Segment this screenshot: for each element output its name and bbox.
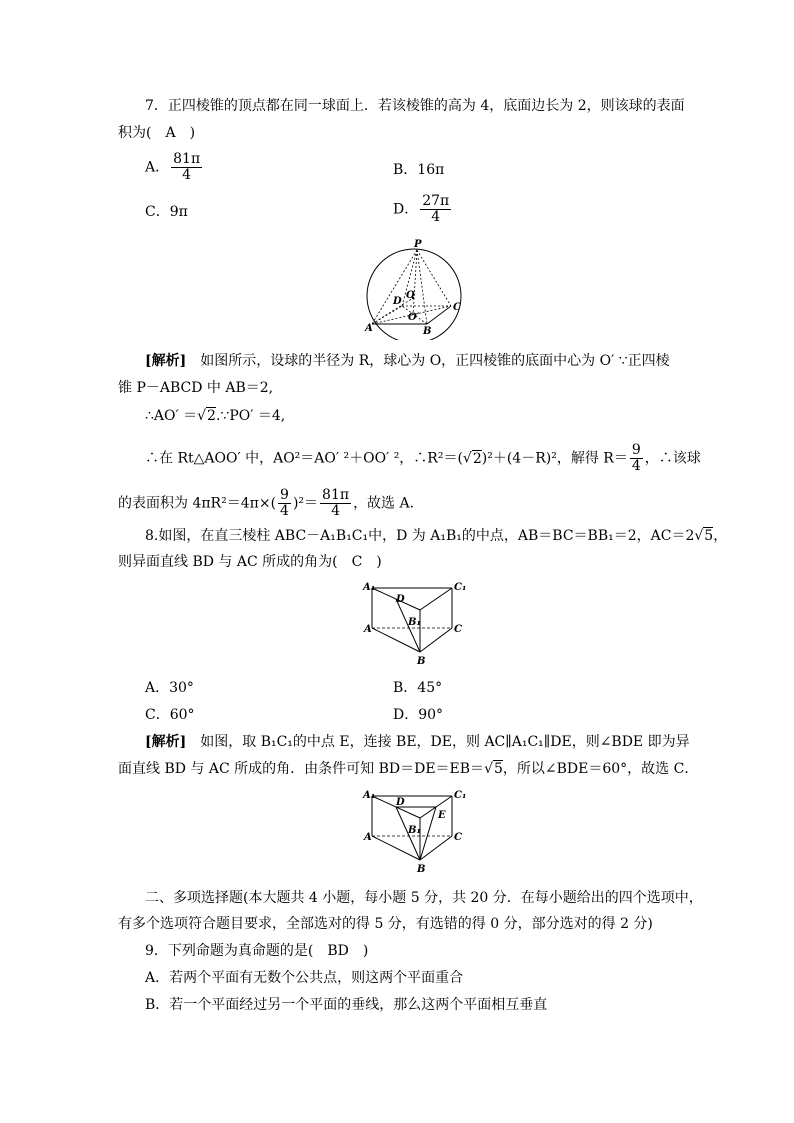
q7-stem-line2: 积为( A ) xyxy=(118,125,196,141)
q7-option-d-label: D． xyxy=(393,201,419,218)
q7-option-d xyxy=(393,194,453,225)
label-A1: A₁ xyxy=(363,582,376,593)
q7-solution-line1 xyxy=(145,351,670,371)
label-B1: B₁ xyxy=(408,825,421,836)
label-B: B xyxy=(423,326,432,337)
q9-option-a: A．若两个平面有无数个公共点，则这两个平面重合 xyxy=(145,970,464,986)
label-C: C xyxy=(454,832,462,843)
q7-solution-line3: ∴AO′ ＝√2.∵PO′ ＝4, xyxy=(145,408,286,424)
label-C: C xyxy=(454,624,462,635)
q9-stem: 9．下列命题为真命题的是( BD ) xyxy=(145,943,369,959)
q7-option-a-fraction: $\frac{81\pi}{4}$ xyxy=(173,151,201,183)
section2-heading-line1: 二、多项选择题(本大题共 4 小题，每小题 5 分，共 20 分．在每小题给出的四个选项中， xyxy=(145,890,703,906)
q8-solution-tag: [解析] xyxy=(145,734,187,750)
label-E: E xyxy=(438,810,446,821)
q7-option-a xyxy=(145,152,204,183)
label-O-prime: O′ xyxy=(408,312,420,323)
q7-solution-tag: [解析] xyxy=(145,353,187,369)
label-D: D xyxy=(393,296,402,307)
label-O: O xyxy=(406,290,415,301)
label-C: C xyxy=(453,302,461,313)
q8-solution-line1 xyxy=(145,732,690,752)
label-P: P xyxy=(414,239,422,250)
q7-solution-line5: 的表面积为 4πR²＝4π×( $\frac{9}{4}$ )²＝ $\frac{81\pi}{4}$ ，故选 A． xyxy=(118,487,424,519)
q8-solution-prism-figure xyxy=(360,788,470,878)
q7-solution-line2: 锥 P－ABCD 中 AB＝2, xyxy=(118,380,274,396)
section2-heading-line2: 有多个选项符合题目要求，全部选对的得 5 分，有选错的得 0 分，部分选对的得 2 分) xyxy=(118,916,653,932)
q7-option-b: B．16π xyxy=(393,162,445,178)
q9-option-b: B．若一个平面经过另一个平面的垂线，那么这两个平面相互垂直 xyxy=(145,997,548,1013)
q8-stem-line2: 则异面直线 BD 与 AC 所成的角为( C ) xyxy=(118,554,382,570)
q8-option-b: B．45° xyxy=(393,680,443,696)
q7-option-a-label: A． xyxy=(145,159,170,176)
label-B: B xyxy=(417,864,426,875)
q7-solution-line4: ∴在 Rt△AOO′ 中，AO²＝AO′ ²＋OO′ ²，∴R²＝(√2)²＋(4－R)²，解得 R＝ $\frac{9}{4}$ ，∴该球 xyxy=(145,442,701,474)
label-B1: B₁ xyxy=(408,617,421,628)
q7-sphere-pyramid-figure xyxy=(355,236,475,340)
q7-option-c: C．9π xyxy=(145,204,188,220)
label-B: B xyxy=(417,656,426,667)
label-D: D xyxy=(396,797,405,808)
q8-prism-figure xyxy=(360,580,470,670)
q8-solution-line2: 面直线 BD 与 AC 所成的角．由条件可知 BD＝DE＝EB＝√5，所以∠BDE＝60°，故选 C． xyxy=(118,761,699,777)
label-C1: C₁ xyxy=(454,790,467,801)
label-A1: A₁ xyxy=(363,790,376,801)
q7-stem-line1: 7．正四棱锥的顶点都在同一球面上．若该棱锥的高为 4，底面边长为 2，则该球的表面 xyxy=(145,98,685,114)
label-A: A xyxy=(364,832,372,843)
q8-option-a: A．30° xyxy=(145,680,194,696)
q8-option-c: C．60° xyxy=(145,707,195,723)
q8-solution-text1: 如图，取 B₁C₁的中点 E，连接 BE，DE，则 AC∥A₁C₁∥DE，则∠BDE 即为异 xyxy=(186,734,690,750)
q7-solution-text1: 如图所示，设球的半径为 R，球心为 O，正四棱锥的底面中心为 O′ ∵正四棱 xyxy=(186,353,670,369)
q8-option-d: D．90° xyxy=(393,707,444,723)
label-C1: C₁ xyxy=(454,582,467,593)
label-A: A xyxy=(365,323,373,334)
q8-stem-line1: 8.如图，在直三棱柱 ABC－A₁B₁C₁中，D 为 A₁B₁的中点，AB＝BC＝BB₁＝2，AC＝2√5， xyxy=(145,528,728,544)
q7-option-d-fraction: $\frac{27\pi}{4}$ xyxy=(422,193,450,225)
label-D: D xyxy=(396,594,405,605)
label-A: A xyxy=(364,624,372,635)
